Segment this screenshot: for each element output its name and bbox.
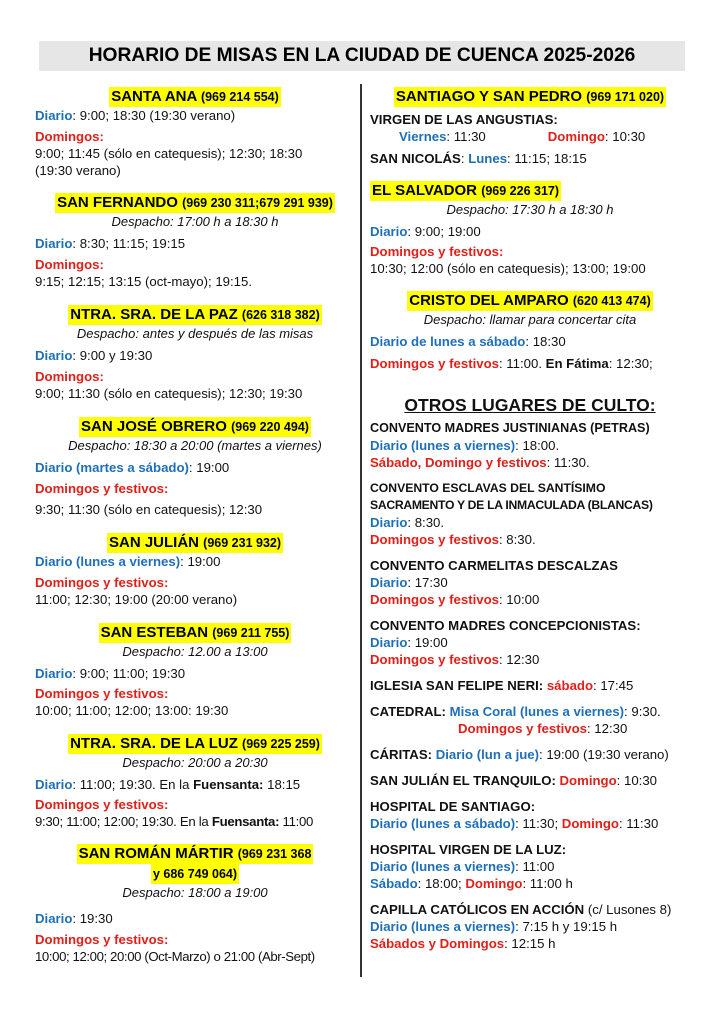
domingos-label: Domingos y festivos (370, 652, 499, 667)
church-header (109, 87, 281, 107)
domingos-times: 9:30; 11:00; 12:00; 19:30. En la (35, 814, 212, 829)
church-name: SANTIAGO Y SAN PEDRO (395, 88, 583, 105)
church-el-salvador (370, 181, 690, 277)
domingos-times: 9:00; 11:45 (sólo en catequesis); 12:30; 18:30 (35, 146, 303, 161)
church-name: EL SALVADOR (372, 182, 478, 199)
catedral: CATEDRAL: Misa Coral (lunes a viernes): 9:30. Domingos y festivos: 12:30 (370, 704, 661, 736)
chapel-name: SAN NICOLÁS (370, 151, 461, 166)
church-phone-2: y 686 749 064) (152, 867, 238, 881)
church-phone: (969 211 755) (212, 626, 290, 640)
church-phone: (620 413 474) (572, 294, 651, 308)
sabado-label: sábado (546, 678, 594, 693)
church-name: SAN ESTEBAN (100, 624, 209, 641)
domingo-time: : 10:30 (616, 773, 658, 788)
diario-label: Diario (370, 224, 408, 239)
diario-label: Diario (35, 777, 73, 792)
domingos-times: 11:00; 12:30; 19:00 (20:00 verano) (35, 592, 238, 607)
domingos-label: Domingos y festivos: (35, 575, 169, 590)
domingos-times: : 8:30. (498, 532, 536, 547)
diario-times: : 9:00; 19:00 (407, 224, 481, 239)
church-ntra-sra-paz (35, 305, 355, 402)
fatima-time: : 12:30; (608, 356, 653, 371)
right-column (370, 87, 690, 952)
domingos-times: 9:00; 11:30 (sólo en catequesis); 12:30; 19:30 (35, 386, 303, 401)
domingo-time: : 10:30 (604, 129, 646, 144)
hospital-santiago (370, 798, 690, 832)
diario-times: : 11:00; 19:30. En la (72, 777, 194, 792)
diario-label: Diario (lunes a viernes) (370, 438, 516, 453)
church-name: NTRA. SRA. DE LA PAZ (70, 306, 238, 323)
diario-times: : 19:30 (72, 911, 113, 926)
despacho: Despacho: 18:30 a 20:00 (martes a viernes) (68, 438, 322, 453)
diario-times: : 19:00 (407, 635, 448, 650)
san-julian-tranquilo: SAN JULIÁN EL TRANQUILO: Domingo: 10:30 (370, 773, 658, 788)
domingos-times: 9:30; 11:30 (sólo en catequesis); 12:30 (35, 502, 263, 517)
church-header (394, 87, 666, 107)
sabado-times: : 11:30. (546, 455, 590, 470)
church-san-esteban (35, 623, 355, 719)
diario-times: : 7:15 h y 19:15 h (515, 919, 618, 934)
church-name: SAN FERNANDO (57, 194, 178, 211)
column-divider (360, 84, 362, 977)
church-name: NTRA. SRA. DE LA LUZ (70, 735, 238, 752)
church-phone: (626 318 382) (241, 308, 320, 322)
church-header (370, 181, 561, 201)
diario-times: : 8:30; 11:15; 19:15 (72, 236, 186, 251)
domingo-label: Domingo (561, 816, 619, 831)
church-name: SANTA ANA (111, 88, 197, 105)
domingos-label: Domingos: (35, 369, 104, 384)
diario-label: Diario (lun a jue) (435, 747, 540, 762)
place-name: SAN JULIÁN EL TRANQUILO (370, 773, 552, 788)
domingo-label: Domingo (547, 129, 605, 144)
diario-times: : 18:00. (515, 438, 560, 453)
church-santiago-san-pedro: SANTIAGO Y SAN PEDRO (969 171 020) VIRGEN DE LAS ANGUSTIAS: Viernes: 11:30 Domingo: 10:30 SAN NICOLÁS: Lunes: 11:15; 18:15 (370, 87, 690, 167)
church-san-julian (35, 533, 355, 608)
sabados-label: Sábados y Domingos (370, 936, 505, 951)
church-phone: (969 220 494) (231, 420, 309, 434)
domingo-time: : 11:00 h (522, 876, 573, 891)
church-phone: (969 231 368 (237, 847, 312, 861)
capilla-catolicos-accion (370, 901, 690, 952)
iglesia-san-felipe-neri: IGLESIA SAN FELIPE NERI: sábado: 17:45 (370, 678, 634, 693)
place-address: (c/ Lusones 8) (584, 902, 672, 917)
place-name: CONVENTO ESCLAVAS DEL SANTÍSIMO (370, 481, 606, 495)
sabados-times: : 12:15 h (504, 936, 556, 951)
despacho: Despacho: antes y después de las misas (76, 326, 314, 341)
church-name: SAN JULIÁN (108, 534, 199, 551)
convent-concepcionistas (370, 617, 690, 668)
domingos-label: Domingos y festivos (458, 721, 587, 736)
despacho: Despacho: 18:00 a 19:00 (122, 885, 268, 900)
place-name: CONVENTO MADRES JUSTINIANAS (PETRAS) (370, 421, 650, 435)
hospital-virgen-luz (370, 841, 690, 892)
church-phone: (969 225 259) (242, 737, 320, 751)
chapel-name: VIRGEN DE LAS ANGUSTIAS: (370, 112, 558, 127)
diario-times: : 17:30 (407, 575, 448, 590)
domingos-times: : 11:00. (498, 356, 546, 371)
domingos-label: Domingos: (35, 129, 104, 144)
place-name: CONVENTO CARMELITAS DESCALZAS (370, 558, 618, 573)
diario-label: Diario (lunes a viernes) (370, 859, 516, 874)
church-ntra-sra-luz (35, 734, 355, 830)
diario-times: : 9:00; 11:00; 19:30 (72, 666, 186, 681)
church-header (99, 623, 292, 643)
diario-times: : 9:00; 18:30 (19:30 verano) (72, 108, 236, 123)
domingos-label: Domingos y festivos: (35, 481, 169, 496)
diario-label: Diario (35, 911, 73, 926)
sabado-time: : 17:45 (593, 678, 634, 693)
church-name: SAN ROMÁN MÁRTIR (78, 845, 234, 862)
coral-label: Misa Coral (lunes a viernes) (449, 704, 625, 719)
page-title: HORARIO DE MISAS EN LA CIUDAD DE CUENCA 2025-2026 (39, 41, 685, 71)
domingos-label: Domingos y festivos: (370, 244, 504, 259)
diario-label: Diario (35, 108, 73, 123)
domingos-times: 9:15; 12:15; 13:15 (oct-mayo); 19:15. (35, 274, 252, 289)
church-header (68, 734, 322, 754)
coral-time: : 9:30. (624, 704, 661, 719)
place-name: IGLESIA SAN FELIPE NERI (370, 678, 539, 693)
church-header (77, 844, 314, 864)
lunes-label: Lunes (468, 151, 508, 166)
church-phone: (969 230 311;679 291 939) (182, 196, 333, 210)
despacho: Despacho: llamar para concertar cita (423, 312, 637, 327)
left-column (35, 87, 355, 965)
despacho: Despacho: 12.00 a 13:00 (122, 644, 268, 659)
church-phone: (969 226 317) (481, 184, 560, 198)
diario-label: Diario (35, 348, 73, 363)
fuensanta-label: Fuensanta: (193, 777, 264, 792)
domingos-label: Domingos y festivos: (35, 797, 169, 812)
church-name: SAN JOSÉ OBRERO (81, 418, 227, 435)
domingos-times: : 10:00 (498, 592, 540, 607)
domingos-label: Domingos y festivos (370, 532, 499, 547)
church-phone: (969 214 554) (200, 90, 279, 104)
despacho: Despacho: 20:00 a 20:30 (122, 755, 268, 770)
domingos-label: Domingos y festivos (370, 592, 499, 607)
sabado-label: Sábado, Domingo y festivos (370, 455, 547, 470)
diario-label: Diario (35, 236, 73, 251)
church-phone: (969 231 932) (203, 536, 282, 550)
despacho: Despacho: 17:30 h a 18:30 h (446, 202, 614, 217)
viernes-label: Viernes (399, 129, 447, 144)
despacho: Despacho: 17:00 h a 18:30 h (111, 214, 279, 229)
place-name: HOSPITAL VIRGEN DE LA LUZ: (370, 842, 567, 857)
church-phone: (969 171 020) (586, 90, 665, 104)
church-name: CRISTO DEL AMPARO (409, 292, 569, 309)
diario-label: Diario (lunes a viernes) (370, 919, 516, 934)
place-name: CATEDRAL (370, 704, 442, 719)
place-name: HOSPITAL DE SANTIAGO: (370, 799, 536, 814)
domingos-label: Domingos: (35, 257, 104, 272)
church-header (79, 417, 311, 437)
diario-times: : 19:00 (180, 554, 221, 569)
church-header (55, 193, 335, 213)
diario-times: : 19:00 (19:30 verano) (539, 747, 669, 762)
church-san-fernando (35, 193, 355, 290)
place-name: CAPILLA CATÓLICOS EN ACCIÓN (370, 902, 585, 917)
diario-label: Diario (35, 666, 73, 681)
place-name: CÁRITAS (370, 747, 428, 762)
place-name: CONVENTO MADRES CONCEPCIONISTAS: (370, 618, 641, 633)
place-name-2: SACRAMENTO Y DE LA INMACULADA (BLANCAS) (370, 498, 653, 512)
lunes-time: : 11:15; 18:15 (507, 151, 587, 166)
fuensanta-label: Fuensanta: (211, 814, 280, 829)
diario-times: : 11:00 (515, 859, 555, 874)
church-san-jose-obrero (35, 417, 355, 518)
diario-label: Diario (lunes a sábado) (370, 816, 516, 831)
church-header (68, 305, 322, 325)
domingos-times-2: (19:30 verano) (35, 163, 121, 178)
domingos-times: 10:30; 12:00 (sólo en catequesis); 13:00; 19:00 (370, 261, 646, 276)
diario-label: Diario (370, 635, 408, 650)
domingos-label: Domingos y festivos: (35, 686, 169, 701)
domingos-times: : 12:30 (498, 652, 540, 667)
diario-times: : 18:30 (525, 334, 566, 349)
diario-label: Diario (370, 575, 408, 590)
fuensanta-time: 18:15 (263, 777, 301, 792)
diario-label: Diario (martes a sábado) (35, 460, 189, 475)
church-header (407, 291, 652, 311)
domingos-label: Domingos y festivos (370, 356, 499, 371)
convent-justinianas (370, 420, 690, 471)
fuensanta-time: 11:00 (279, 814, 314, 829)
church-san-roman (35, 844, 355, 965)
domingo-label: Domingo (465, 876, 523, 891)
caritas: CÁRITAS: Diario (lun a jue): 19:00 (19:30 verano) (370, 747, 669, 762)
domingos-label: Domingos y festivos: (35, 932, 169, 947)
domingo-time: : 11:30 (618, 816, 659, 831)
sabado-time: : 18:00; (417, 876, 466, 891)
diario-label: Diario (lunes a viernes) (35, 554, 181, 569)
diario-times: : 9:00 y 19:30 (72, 348, 153, 363)
diario-times: : 8:30. (407, 515, 445, 530)
domingos-times: 10:00; 11:00; 12:00; 13:00: 19:30 (35, 703, 229, 718)
diario-times: : 19:00 (188, 460, 230, 475)
domingo-label: Domingo (559, 773, 617, 788)
church-header (107, 533, 283, 553)
convent-carmelitas (370, 557, 690, 608)
sabado-label: Sábado (370, 876, 418, 891)
church-cristo-amparo (370, 291, 690, 372)
viernes-time: : 11:30 (446, 129, 486, 144)
diario-label: Diario de lunes a sábado (370, 334, 526, 349)
convent-esclavas (370, 480, 690, 548)
diario-label: Diario (370, 515, 408, 530)
diario-times: : 11:30; (515, 816, 562, 831)
otros-lugares-heading: OTROS LUGARES DE CULTO: (404, 395, 656, 415)
domingos-times: : 12:30 (586, 721, 628, 736)
church-santa-ana (35, 87, 355, 179)
domingos-times: 10:00; 12:00; 20:00 (Oct-Marzo) o 21:00 (Abr-Sept) (35, 949, 315, 964)
fatima-label: En Fátima (545, 356, 609, 371)
